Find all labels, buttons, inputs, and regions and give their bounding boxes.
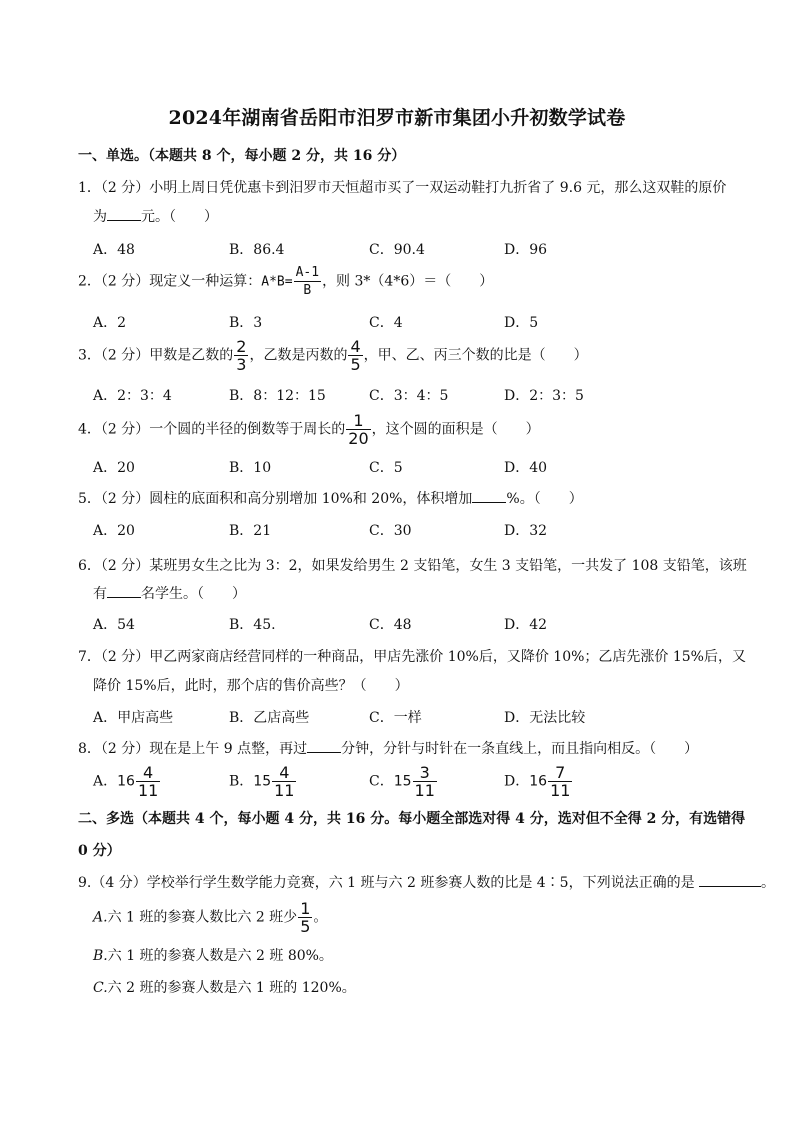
question-6-line2: 有 名学生。（ ） (93, 586, 246, 602)
question-1-line1: 1．（2 分）小明上周日凭优惠卡到汨罗市天恒超市买了一双运动鞋打九折省了 9.6 元，那么这双鞋的原价 (78, 180, 727, 196)
question-3: 3．（2 分）甲数是乙数的 $\frac{2}{3}$ ，乙数是丙数的 $\frac{4}{5}$ ，甲、乙、丙三个数的比是（ ） (78, 337, 588, 374)
option-c: C．30 (369, 523, 412, 539)
option-b: B．8：12：15 (229, 388, 326, 404)
question-9-option-c: C.六 2 班的参赛人数是六 1 班的 120%。 (93, 980, 356, 996)
option-d: D．32 (504, 523, 548, 539)
option-d: D．5 (504, 315, 539, 331)
option-b: B．乙店高些 (229, 710, 310, 726)
option-d: D．2：3：5 (504, 388, 584, 404)
option-b: B．21 (229, 523, 272, 539)
fraction: $\frac{3}{11}$ (414, 763, 435, 800)
question-1-line2: 为 元。（ ） (93, 209, 218, 225)
answer-blank (307, 740, 341, 753)
question-7-line2: 降价 15%后，此时，那个店的售价高些？（ ） (93, 678, 409, 694)
option-a: A．20 (93, 460, 135, 476)
question-9-option-a: A.六 1 班的参赛人数比六 2 班少 $\frac{1}{5}$ 。 (93, 899, 328, 936)
answer-blank (107, 208, 141, 221)
page-title: 2024年湖南省岳阳市汨罗市新市集团小升初数学试卷 (168, 107, 626, 129)
option-a: A．2 (93, 315, 127, 331)
answer-blank (107, 585, 141, 598)
option-d: D．96 (504, 242, 548, 258)
question-7-line1: 7．（2 分）甲乙两家商店经营同样的一种商品，甲店先涨价 10%后，又降价 10%；乙店先涨价 15%后，又 (78, 649, 746, 665)
option-a: A．54 (93, 617, 135, 633)
option-d: D．16 $\frac{7}{11}$ (504, 763, 571, 800)
answer-blank (472, 490, 506, 503)
section-heading-multi-choice: 二、多选（本题共 4 个，每小题 4 分，共 16 分。每小题全部选对得 4 分，选对但不全得 2 分，有选错得 (78, 811, 746, 827)
option-b: B．3 (229, 315, 263, 331)
fraction: $\frac{4}{11}$ (137, 763, 159, 800)
question-9: 9.（4 分）学校举行学生数学能力竞赛，六 1 班与六 2 班参赛人数的比是 4∶5，下列说法正确的是 。 (78, 875, 776, 891)
fraction: $\frac{4}{5}$ (350, 337, 361, 374)
option-d: D．40 (504, 460, 548, 476)
option-a: A．2：3：4 (93, 388, 172, 404)
question-9-option-b: B.六 1 班的参赛人数是六 2 班 80%。 (93, 948, 333, 964)
question-6-line1: 6．（2 分）某班男女生之比为 3：2，如果发给男生 2 支铅笔，女生 3 支铅笔，一共发了 108 支铅笔，该班 (78, 558, 747, 574)
fraction: $\frac{7}{11}$ (550, 763, 571, 800)
fraction: $\frac{2}{3}$ (236, 337, 247, 374)
option-a: A．48 (93, 242, 135, 258)
section-heading-multi-choice-cont: 0 分） (78, 843, 121, 859)
option-b: B．45. (229, 617, 276, 633)
option-c: C．48 (369, 617, 412, 633)
answer-blank (699, 874, 761, 887)
section-heading-single-choice: 一、单选。（本题共 8 个，每小题 2 分，共 16 分） (78, 148, 406, 164)
question-8: 8．（2 分）现在是上午 9 点整，再过 分钟，分针与时针在一条直线上，而且指向相反。（ ） (78, 741, 699, 757)
option-b: B．86.4 (229, 242, 285, 258)
question-4: 4．（2 分）一个圆的半径的倒数等于周长的 $\frac{1}{20}$ ，这个圆的面积是（ ） (78, 411, 540, 448)
option-c: C．5 (369, 460, 403, 476)
fraction: $\frac{1}{20}$ (348, 411, 369, 448)
option-c: C．一样 (369, 710, 422, 726)
question-2: 2．（2 分）现定义一种运算：A*B= $\frac{A-1}{B}$ ，则 3*（4*6）＝（ ） (78, 265, 494, 298)
formula-fraction: $\frac{A-1}{B}$ (295, 265, 320, 298)
option-d: D．无法比较 (504, 710, 586, 726)
option-d: D．42 (504, 617, 548, 633)
question-5: 5．（2 分）圆柱的底面积和高分别增加 10%和 20%，体积增加 %。（ ） (78, 491, 583, 507)
option-b: B．15 $\frac{4}{11}$ (229, 763, 295, 800)
option-c: C．4 (369, 315, 403, 331)
option-c: C．3：4：5 (369, 388, 449, 404)
option-c: C．90.4 (369, 242, 425, 258)
fraction: $\frac{1}{5}$ (300, 899, 311, 936)
option-a: A．20 (93, 523, 135, 539)
fraction: $\frac{4}{11}$ (274, 763, 295, 800)
option-a: A．甲店高些 (93, 710, 174, 726)
option-a: A．16 $\frac{4}{11}$ (93, 763, 159, 800)
option-c: C．15 $\frac{3}{11}$ (369, 763, 435, 800)
option-b: B．10 (229, 460, 272, 476)
